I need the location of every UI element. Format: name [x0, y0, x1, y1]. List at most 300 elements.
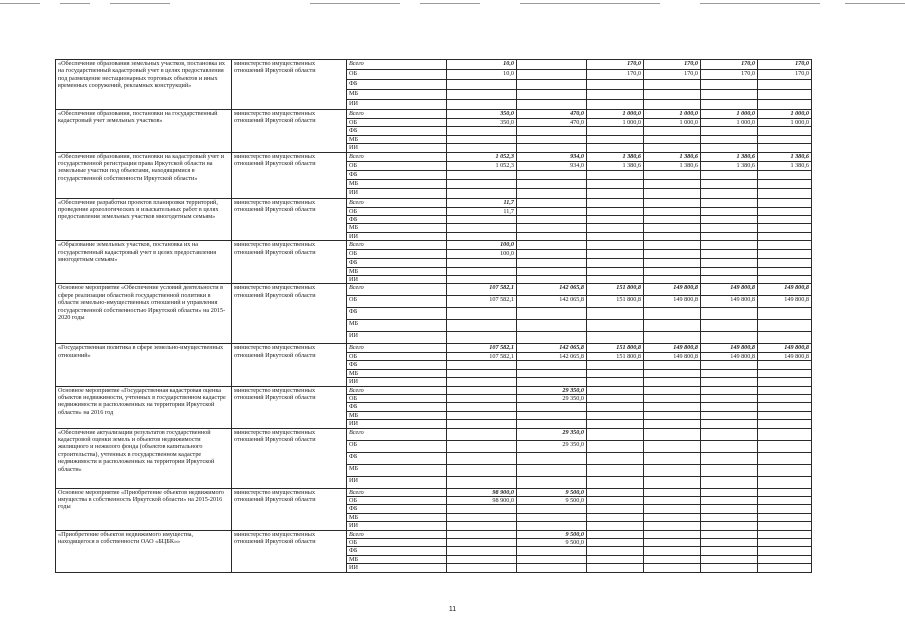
funding-source: ИИ [347, 100, 447, 110]
amount-cell [517, 207, 587, 215]
amount-cell [587, 530, 644, 538]
amount-cell [447, 179, 517, 188]
amount-cell [644, 488, 701, 496]
amount-cell [701, 127, 758, 135]
amount-cell: 98 900,0 [447, 496, 517, 504]
amount-cell [447, 127, 517, 135]
amount-cell [758, 179, 812, 188]
amount-cell [644, 224, 701, 232]
amount-cell [447, 547, 517, 555]
amount-cell [701, 179, 758, 188]
amount-cell [701, 428, 758, 440]
amount-cell: 170,0 [701, 70, 758, 80]
amount-cell: 170,0 [587, 70, 644, 80]
amount-cell: 1 380,6 [701, 161, 758, 170]
funding-source: МБ [347, 369, 447, 377]
amount-cell [758, 80, 812, 90]
amount-cell [701, 100, 758, 110]
amount-cell [701, 476, 758, 488]
amount-cell [644, 188, 701, 198]
amount-cell [644, 361, 701, 369]
amount-cell [701, 361, 758, 369]
amount-cell: 1 000,0 [587, 119, 644, 127]
amount-cell [644, 440, 701, 452]
amount-cell [587, 496, 644, 504]
amount-cell [758, 538, 812, 546]
amount-cell [644, 555, 701, 563]
amount-cell [758, 394, 812, 402]
funding-source: Всего [347, 110, 447, 119]
amount-cell [644, 80, 701, 90]
amount-cell: 1 052,3 [447, 161, 517, 170]
amount-cell [701, 276, 758, 284]
funding-source: Всего [347, 386, 447, 394]
amount-cell: 149 800,8 [701, 344, 758, 352]
amount-cell [447, 100, 517, 110]
amount-cell: 9 500,0 [517, 488, 587, 496]
amount-cell [758, 276, 812, 284]
amount-cell: 149 800,8 [644, 352, 701, 360]
amount-cell [447, 428, 517, 440]
amount-cell [644, 564, 701, 572]
amount-cell [758, 90, 812, 100]
amount-cell [517, 179, 587, 188]
amount-cell [587, 488, 644, 496]
funding-source: ИИ [347, 144, 447, 152]
amount-cell [758, 259, 812, 267]
amount-cell [447, 361, 517, 369]
amount-cell [517, 332, 587, 344]
responsible-executor: министерство имущественных отношений Иркутской области [232, 428, 347, 488]
amount-cell: 1 000,0 [587, 110, 644, 119]
amount-cell [587, 452, 644, 464]
amount-cell [758, 216, 812, 224]
amount-cell [447, 555, 517, 563]
amount-cell [644, 538, 701, 546]
amount-cell [517, 522, 587, 530]
amount-cell [758, 241, 812, 250]
amount-cell [758, 505, 812, 513]
table-row [56, 60, 812, 70]
amount-cell [758, 386, 812, 394]
amount-cell: 151 800,8 [587, 296, 644, 308]
funding-source: ИИ [347, 420, 447, 428]
amount-cell [758, 428, 812, 440]
amount-cell [587, 170, 644, 179]
amount-cell: 142 065,8 [517, 284, 587, 296]
amount-cell [701, 308, 758, 320]
amount-cell: 29 350,0 [517, 394, 587, 402]
amount-cell [587, 308, 644, 320]
amount-cell [447, 378, 517, 386]
funding-source: ФБ [347, 452, 447, 464]
amount-cell [587, 386, 644, 394]
amount-cell: 149 800,8 [758, 344, 812, 352]
funding-source: ОБ [347, 70, 447, 80]
amount-cell [701, 496, 758, 504]
amount-cell [758, 127, 812, 135]
amount-cell [587, 564, 644, 572]
funding-source: ОБ [347, 352, 447, 360]
amount-cell: 107 582,1 [447, 344, 517, 352]
activity-description: «Обеспечение образования, постановки на кадастровый учет и государственной регистрации права Иркутской области на земельные участки под объектами, находящимися в государственной собственности Иркутской области» [56, 152, 232, 198]
amount-cell: 10,0 [447, 60, 517, 70]
amount-cell [517, 564, 587, 572]
amount-cell [701, 170, 758, 179]
amount-cell [701, 207, 758, 215]
amount-cell [758, 496, 812, 504]
funding-source: ФБ [347, 547, 447, 555]
responsible-executor: министерство имущественных отношений Иркутской области [232, 241, 347, 284]
amount-cell: 9 500,0 [517, 538, 587, 546]
amount-cell [587, 100, 644, 110]
amount-cell [447, 505, 517, 513]
funding-source: ИИ [347, 232, 447, 240]
amount-cell [644, 530, 701, 538]
amount-cell [644, 241, 701, 250]
budget-table-body [56, 60, 812, 573]
amount-cell [587, 378, 644, 386]
amount-cell [587, 144, 644, 152]
amount-cell [447, 522, 517, 530]
amount-cell [758, 267, 812, 275]
amount-cell [644, 464, 701, 476]
amount-cell [447, 188, 517, 198]
amount-cell: 9 500,0 [517, 530, 587, 538]
amount-cell [701, 80, 758, 90]
amount-cell [758, 547, 812, 555]
amount-cell [587, 198, 644, 207]
amount-cell: 170,0 [644, 70, 701, 80]
amount-cell [758, 530, 812, 538]
amount-cell [447, 564, 517, 572]
funding-source: ФБ [347, 403, 447, 411]
amount-cell [587, 241, 644, 250]
amount-cell [644, 216, 701, 224]
amount-cell [644, 411, 701, 419]
amount-cell: 1 052,3 [447, 152, 517, 161]
amount-cell [758, 188, 812, 198]
amount-cell [701, 259, 758, 267]
amount-cell [587, 420, 644, 428]
amount-cell [644, 308, 701, 320]
amount-cell [701, 420, 758, 428]
amount-cell: 170,0 [758, 60, 812, 70]
amount-cell [758, 320, 812, 332]
table-row [56, 152, 812, 161]
funding-source: ОБ [347, 538, 447, 546]
amount-cell: 149 800,8 [758, 296, 812, 308]
amount-cell [517, 224, 587, 232]
amount-cell: 11,7 [447, 207, 517, 215]
amount-cell [447, 224, 517, 232]
amount-cell [447, 216, 517, 224]
amount-cell [701, 135, 758, 143]
amount-cell: 1 380,6 [644, 161, 701, 170]
amount-cell [587, 80, 644, 90]
amount-cell [587, 403, 644, 411]
table-row [56, 284, 812, 296]
amount-cell: 29 350,0 [517, 440, 587, 452]
amount-cell [517, 100, 587, 110]
amount-cell [758, 411, 812, 419]
funding-source: ФБ [347, 170, 447, 179]
amount-cell [758, 522, 812, 530]
amount-cell [447, 440, 517, 452]
amount-cell [644, 90, 701, 100]
amount-cell [701, 530, 758, 538]
amount-cell [517, 411, 587, 419]
amount-cell [517, 547, 587, 555]
amount-cell [758, 452, 812, 464]
amount-cell [587, 188, 644, 198]
amount-cell [517, 420, 587, 428]
activity-description: «Приобретение объектов недвижимого имущества, находящегося в собственности ОАО «БЦБК»» [56, 530, 232, 572]
amount-cell: 1 380,6 [587, 161, 644, 170]
amount-cell: 142 065,8 [517, 344, 587, 352]
funding-source: Всего [347, 530, 447, 538]
amount-cell [517, 259, 587, 267]
amount-cell: 1 000,0 [758, 110, 812, 119]
funding-source: ОБ [347, 496, 447, 504]
amount-cell [517, 452, 587, 464]
activity-description: Основное мероприятие «Государственная кадастровая оценка объектов недвижимости, учтенных в государственном кадастре недвижимости и расположенных на территории Иркутской области» на 2016 год [56, 386, 232, 428]
funding-source: ФБ [347, 505, 447, 513]
amount-cell: 350,0 [447, 119, 517, 127]
amount-cell [517, 320, 587, 332]
amount-cell [447, 144, 517, 152]
amount-cell: 170,0 [587, 60, 644, 70]
amount-cell: 107 582,1 [447, 352, 517, 360]
amount-cell [517, 170, 587, 179]
activity-description: Основное мероприятие «Обеспечение условий деятельности в сфере реализации областной государственной политики в области земельно-имущественных отношений и управления государственной собственностью Иркутской области» на 2015-2020 годы [56, 284, 232, 344]
amount-cell [701, 522, 758, 530]
amount-cell [517, 276, 587, 284]
amount-cell [644, 332, 701, 344]
funding-source: МБ [347, 179, 447, 188]
amount-cell [701, 224, 758, 232]
amount-cell: 107 582,1 [447, 284, 517, 296]
amount-cell [587, 250, 644, 259]
responsible-executor: министерство имущественных отношений Иркутской области [232, 110, 347, 153]
amount-cell: 170,0 [701, 60, 758, 70]
amount-cell [587, 224, 644, 232]
amount-cell [517, 60, 587, 70]
amount-cell [447, 452, 517, 464]
amount-cell [517, 361, 587, 369]
amount-cell: 1 000,0 [644, 119, 701, 127]
responsible-executor: министерство имущественных отношений Иркутской области [232, 198, 347, 241]
funding-source: ФБ [347, 127, 447, 135]
amount-cell [758, 250, 812, 259]
amount-cell [644, 476, 701, 488]
amount-cell [758, 100, 812, 110]
amount-cell [587, 207, 644, 215]
funding-source: ИИ [347, 522, 447, 530]
amount-cell: 107 582,1 [447, 296, 517, 308]
amount-cell: 1 000,0 [644, 110, 701, 119]
amount-cell [758, 361, 812, 369]
amount-cell [644, 135, 701, 143]
amount-cell [758, 207, 812, 215]
funding-source: ФБ [347, 361, 447, 369]
amount-cell [447, 411, 517, 419]
amount-cell: 149 800,8 [701, 284, 758, 296]
amount-cell [447, 386, 517, 394]
funding-source: Всего [347, 198, 447, 207]
amount-cell [517, 135, 587, 143]
funding-source: ИИ [347, 476, 447, 488]
amount-cell [758, 488, 812, 496]
amount-cell [644, 394, 701, 402]
amount-cell [587, 476, 644, 488]
amount-cell: 1 000,0 [701, 110, 758, 119]
amount-cell [517, 267, 587, 275]
amount-cell [701, 232, 758, 240]
amount-cell [758, 224, 812, 232]
amount-cell: 170,0 [758, 70, 812, 80]
responsible-executor: министерство имущественных отношений Иркутской области [232, 284, 347, 344]
amount-cell [587, 464, 644, 476]
amount-cell [517, 513, 587, 521]
amount-cell: 1 380,6 [758, 152, 812, 161]
amount-cell [644, 259, 701, 267]
amount-cell: 142 065,8 [517, 296, 587, 308]
amount-cell [644, 276, 701, 284]
amount-cell [447, 308, 517, 320]
responsible-executor: министерство имущественных отношений Иркутской области [232, 530, 347, 572]
amount-cell [701, 144, 758, 152]
amount-cell [587, 259, 644, 267]
amount-cell: 470,0 [517, 119, 587, 127]
amount-cell [701, 188, 758, 198]
amount-cell [587, 505, 644, 513]
amount-cell [701, 90, 758, 100]
amount-cell [701, 198, 758, 207]
amount-cell [587, 232, 644, 240]
amount-cell [517, 144, 587, 152]
amount-cell: 98 900,0 [447, 488, 517, 496]
budget-table [55, 59, 812, 573]
amount-cell: 1 380,6 [587, 152, 644, 161]
amount-cell [517, 216, 587, 224]
funding-source: Всего [347, 284, 447, 296]
table-row [56, 488, 812, 496]
funding-source: ИИ [347, 188, 447, 198]
amount-cell [517, 198, 587, 207]
amount-cell [701, 411, 758, 419]
amount-cell [517, 505, 587, 513]
amount-cell [447, 135, 517, 143]
funding-source: ИИ [347, 332, 447, 344]
amount-cell [587, 555, 644, 563]
amount-cell [644, 378, 701, 386]
amount-cell [447, 259, 517, 267]
table-row [56, 241, 812, 250]
amount-cell [517, 555, 587, 563]
amount-cell [644, 547, 701, 555]
amount-cell: 470,0 [517, 110, 587, 119]
amount-cell: 149 800,8 [644, 296, 701, 308]
amount-cell [447, 170, 517, 179]
amount-cell: 29 350,0 [517, 428, 587, 440]
amount-cell [587, 216, 644, 224]
amount-cell: 11,7 [447, 198, 517, 207]
funding-source: Всего [347, 60, 447, 70]
amount-cell [644, 369, 701, 377]
funding-source: ФБ [347, 216, 447, 224]
amount-cell [758, 440, 812, 452]
amount-cell [517, 127, 587, 135]
amount-cell [758, 513, 812, 521]
amount-cell: 10,0 [447, 70, 517, 80]
amount-cell [701, 403, 758, 411]
amount-cell [517, 464, 587, 476]
responsible-executor: министерство имущественных отношений Иркутской области [232, 488, 347, 530]
amount-cell [587, 538, 644, 546]
amount-cell [517, 188, 587, 198]
amount-cell [644, 207, 701, 215]
amount-cell [701, 394, 758, 402]
amount-cell [447, 530, 517, 538]
amount-cell [587, 369, 644, 377]
amount-cell [701, 378, 758, 386]
page-number: 11 [448, 606, 457, 613]
amount-cell [701, 488, 758, 496]
amount-cell: 142 065,8 [517, 352, 587, 360]
amount-cell [758, 378, 812, 386]
amount-cell [644, 428, 701, 440]
amount-cell: 149 800,8 [701, 296, 758, 308]
amount-cell [701, 513, 758, 521]
activity-description: «Обеспечение образования, постановки на государственный кадастровый учет земельных участков» [56, 110, 232, 153]
amount-cell [517, 241, 587, 250]
responsible-executor: министерство имущественных отношений Иркутской области [232, 152, 347, 198]
amount-cell [701, 547, 758, 555]
table-row [56, 386, 812, 394]
activity-description: «Обеспечение разработки проектов планировки территорий, проведение археологических и изыскательных работ в целях предоставления земельных участков многодетным семьям» [56, 198, 232, 241]
amount-cell [644, 179, 701, 188]
amount-cell [758, 403, 812, 411]
amount-cell [644, 513, 701, 521]
amount-cell [447, 80, 517, 90]
amount-cell: 9 500,0 [517, 496, 587, 504]
amount-cell [701, 250, 758, 259]
amount-cell [644, 505, 701, 513]
amount-cell [758, 170, 812, 179]
amount-cell: 100,0 [447, 241, 517, 250]
amount-cell: 149 800,8 [758, 352, 812, 360]
amount-cell: 1 380,6 [758, 161, 812, 170]
amount-cell [758, 232, 812, 240]
amount-cell [447, 476, 517, 488]
funding-source: ОБ [347, 119, 447, 127]
amount-cell [517, 80, 587, 90]
amount-cell: 29 350,0 [517, 386, 587, 394]
funding-source: ФБ [347, 80, 447, 90]
responsible-executor: министерство имущественных отношений Иркутской области [232, 344, 347, 386]
amount-cell [758, 135, 812, 143]
funding-source: МБ [347, 411, 447, 419]
amount-cell [644, 250, 701, 259]
amount-cell [701, 320, 758, 332]
amount-cell [701, 440, 758, 452]
funding-source: ОБ [347, 296, 447, 308]
amount-cell: 151 800,8 [587, 352, 644, 360]
amount-cell [587, 440, 644, 452]
amount-cell [587, 135, 644, 143]
amount-cell [447, 369, 517, 377]
